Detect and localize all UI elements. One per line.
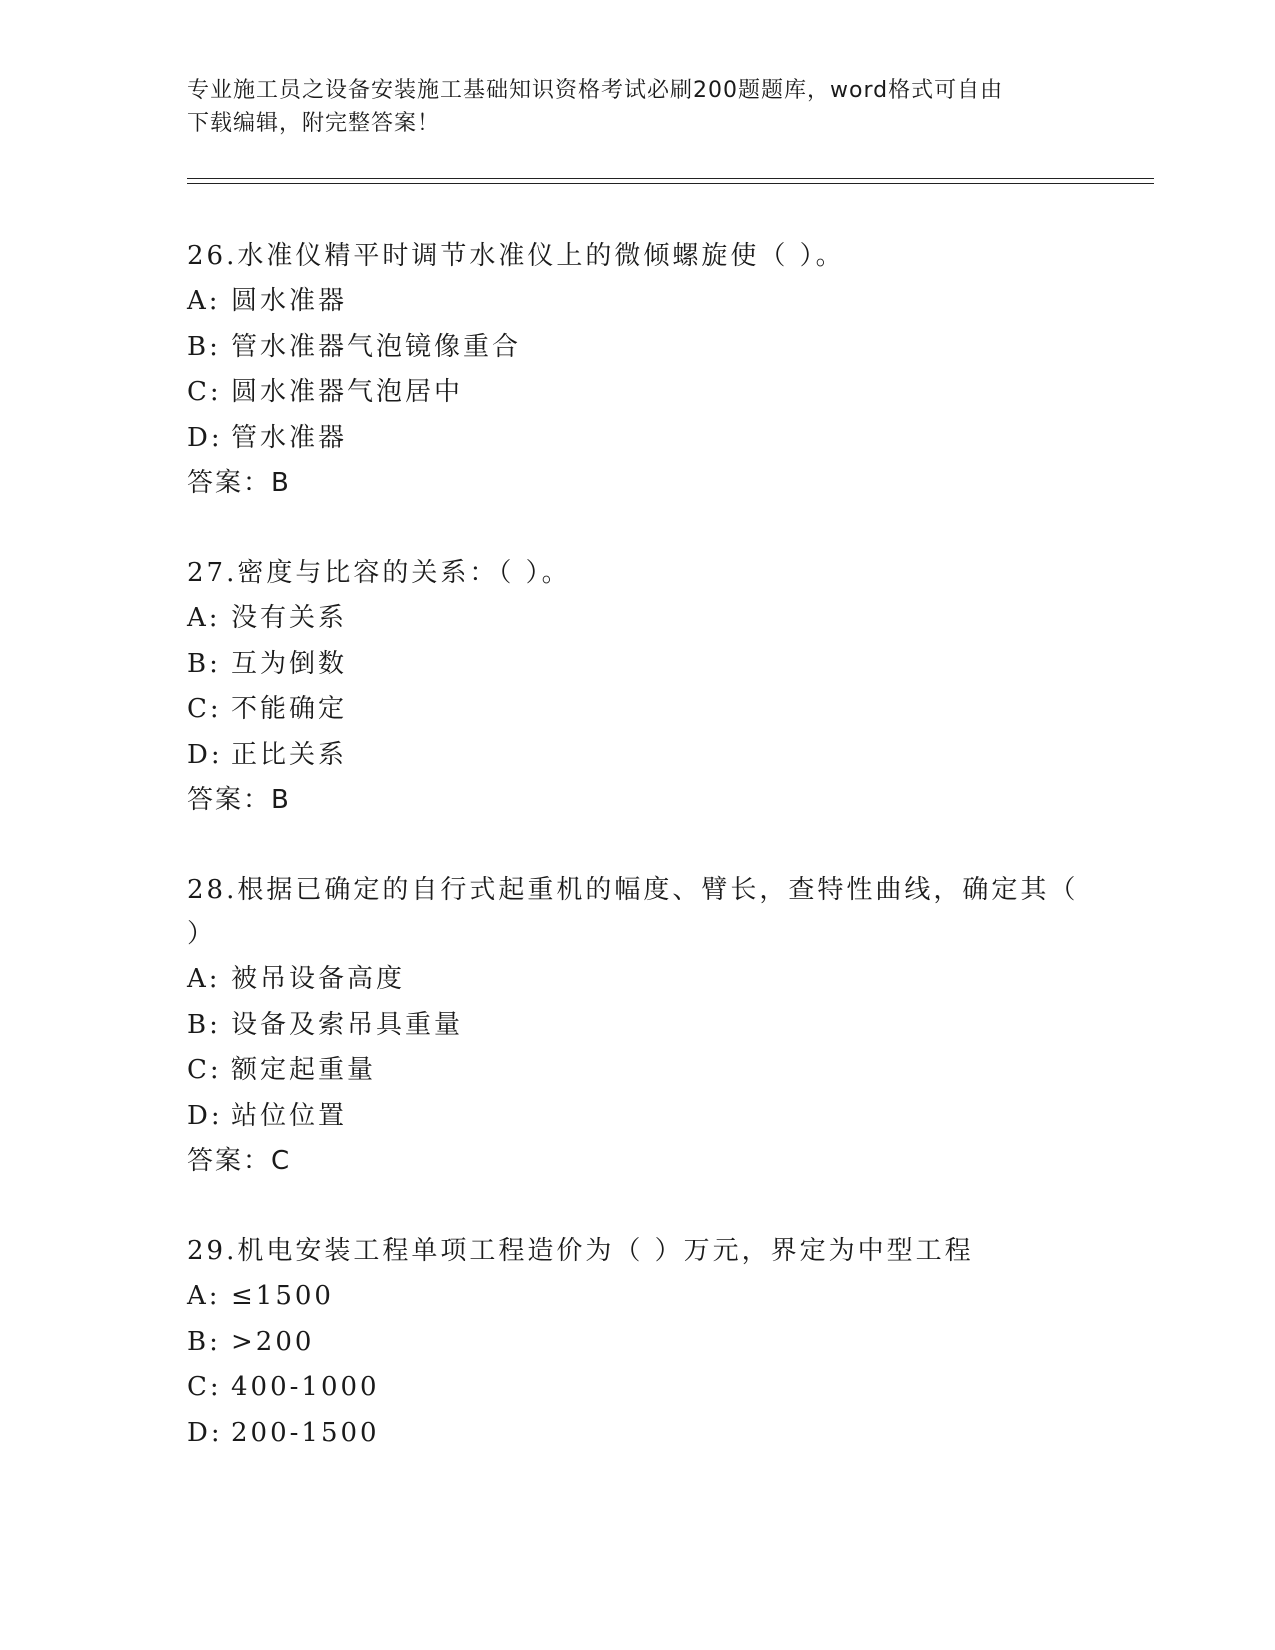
document-header <box>187 74 1067 140</box>
option-text: 不能确定 <box>231 694 348 724</box>
option-row <box>187 642 1087 688</box>
option-row <box>187 596 1087 642</box>
option-text: 正比关系 <box>231 739 348 770</box>
option-letter: D: <box>187 1100 223 1131</box>
option-text: ≤1500 <box>231 1281 334 1311</box>
option-letter: B: <box>187 331 221 362</box>
option-text: 圆水准器气泡居中 <box>231 377 464 407</box>
answer-line: 答案：B <box>187 468 291 498</box>
option-row <box>187 1003 1087 1049</box>
option-letter: A: <box>187 1281 221 1311</box>
option-row <box>187 416 1087 462</box>
option-text: 管水准器气泡镜像重合 <box>231 331 522 362</box>
answer-line: 答案：B <box>187 785 291 815</box>
question-stem: 29.机电安装工程单项工程造价为（ ）万元，界定为中型工程 <box>187 1236 974 1266</box>
header-title-line-2: 下载编辑，附完整答案！ <box>187 111 441 136</box>
question-block <box>187 1229 1087 1456</box>
option-row <box>187 1048 1087 1094</box>
option-row <box>187 733 1087 779</box>
option-row <box>187 1365 1087 1411</box>
question-list <box>187 234 1087 1501</box>
option-text: 圆水准器 <box>231 286 348 316</box>
option-row <box>187 687 1087 733</box>
option-row <box>187 1094 1087 1140</box>
option-letter: B: <box>187 1009 221 1040</box>
option-letter: A: <box>187 286 221 316</box>
option-row <box>187 1274 1087 1320</box>
option-letter: A: <box>187 603 221 633</box>
option-letter: B: <box>187 648 221 679</box>
header-rule-top <box>187 178 1154 179</box>
question-stem: 28.根据已确定的自行式起重机的幅度、臂长，查特性曲线，确定其（ ） <box>187 875 1079 949</box>
option-row <box>187 1411 1087 1457</box>
option-text: 管水准器 <box>231 422 348 453</box>
option-text: 400-1000 <box>231 1372 380 1402</box>
option-letter: A: <box>187 964 221 994</box>
option-letter: C: <box>187 694 222 724</box>
option-text: 200-1500 <box>231 1417 380 1448</box>
option-row <box>187 279 1087 325</box>
question-block <box>187 234 1087 506</box>
option-letter: C: <box>187 377 222 407</box>
option-row <box>187 957 1087 1003</box>
option-letter: D: <box>187 739 223 770</box>
option-letter: D: <box>187 422 223 453</box>
question-block <box>187 551 1087 823</box>
option-letter: B: <box>187 1326 221 1357</box>
header-rule-bottom <box>187 183 1154 184</box>
header-title-line-1: 专业施工员之设备安装施工基础知识资格考试必刷200题题库，word格式可自由 <box>187 78 1004 103</box>
option-row <box>187 370 1087 416</box>
option-text: 互为倒数 <box>231 648 348 679</box>
answer-line: 答案：C <box>187 1146 292 1176</box>
option-text: 站位位置 <box>231 1100 348 1131</box>
option-text: >200 <box>231 1326 315 1357</box>
option-row <box>187 325 1087 371</box>
option-text: 被吊设备高度 <box>231 964 406 994</box>
option-row <box>187 1320 1087 1366</box>
option-letter: D: <box>187 1417 223 1448</box>
question-stem: 27.密度与比容的关系：（ ）。 <box>187 558 571 588</box>
question-stem: 26.水准仪精平时调节水准仪上的微倾螺旋使（ ）。 <box>187 241 845 271</box>
option-letter: C: <box>187 1372 222 1402</box>
option-text: 设备及索吊具重量 <box>231 1009 464 1040</box>
option-text: 没有关系 <box>231 603 348 633</box>
question-block <box>187 868 1087 1184</box>
option-letter: C: <box>187 1055 222 1085</box>
option-text: 额定起重量 <box>231 1055 377 1085</box>
